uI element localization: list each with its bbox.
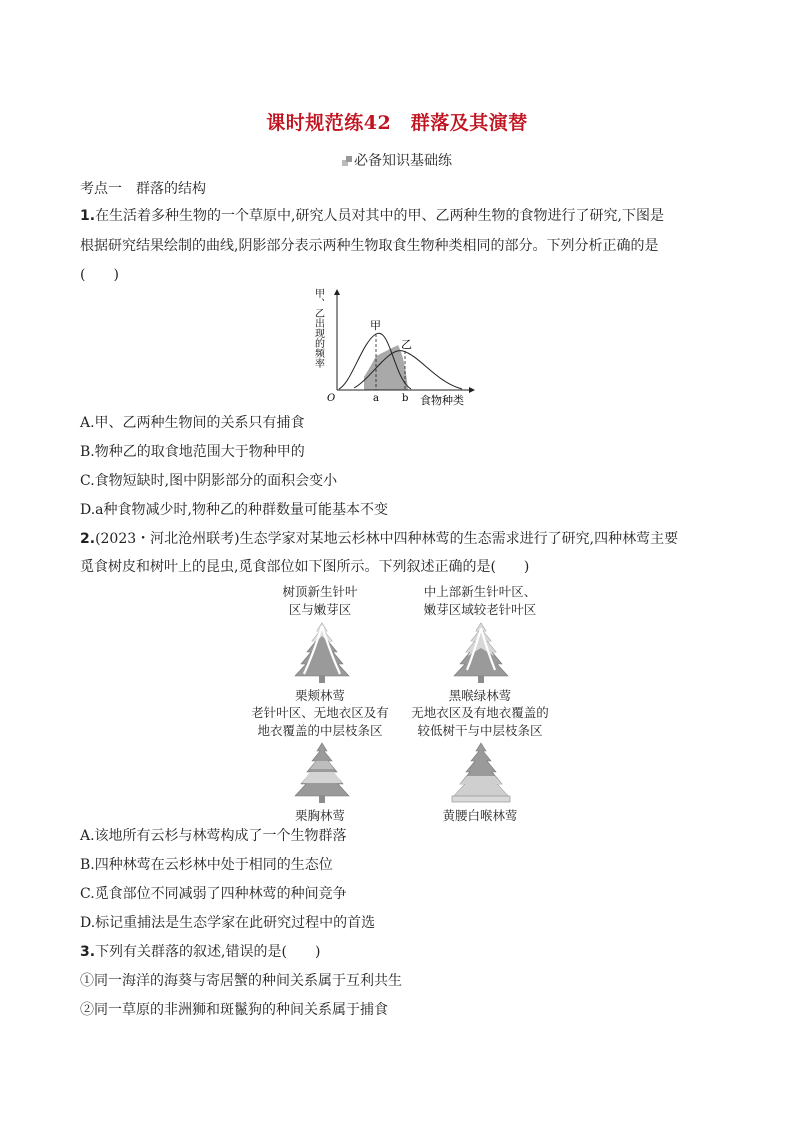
tree1-zone-label: 树顶新生针叶 区与嫩芽区 bbox=[282, 584, 358, 617]
q2-option-a: A.该地所有云杉与林莺构成了一个生物群落 bbox=[80, 828, 347, 844]
q2-option-c: C.觅食部位不同减弱了四种林莺的种间竞争 bbox=[80, 886, 347, 902]
tick-label-a: a bbox=[373, 393, 379, 404]
curve-label-yi: 乙 bbox=[401, 338, 412, 351]
tree1-spruce-diagram bbox=[290, 622, 354, 684]
tree2-bird-name: 黑喉绿林莺 bbox=[448, 688, 512, 703]
tree3-bird-name: 栗胸林莺 bbox=[294, 808, 345, 823]
q1-option-d: D.a种食物减少时,物种乙的种群数量可能基本不变 bbox=[80, 502, 388, 518]
q3-stem: 3.下列有关群落的叙述,错误的是( ) bbox=[80, 944, 321, 960]
q2-option-d: D.标记重捕法是生态学家在此研究过程中的首选 bbox=[80, 915, 376, 931]
topic-heading: 考点一 群落的结构 bbox=[80, 181, 206, 197]
q1-option-c: C.食物短缺时,图中阴影部分的面积会变小 bbox=[80, 473, 338, 489]
q1-number: 1. bbox=[80, 208, 96, 224]
x-axis-label: 食物种类 bbox=[420, 394, 464, 407]
tree4-bird-name: 黄腰白喉林莺 bbox=[442, 808, 518, 823]
q2-option-b: B.四种林莺在云杉林中处于相同的生态位 bbox=[80, 857, 333, 873]
tree4-spruce-diagram bbox=[449, 742, 513, 804]
tree3-spruce-diagram bbox=[290, 742, 354, 804]
curve-label-jia: 甲 bbox=[370, 319, 381, 332]
q3-item-2: ②同一草原的非洲狮和斑鬣狗的种间关系属于捕食 bbox=[80, 1002, 388, 1018]
tree4-zone-label: 无地衣区及有地衣覆盖的 较低树干与中层枝条区 bbox=[411, 705, 549, 738]
q1-line-2: 根据研究结果绘制的曲线,阴影部分表示两种生物取食生物种类相同的部分。下列分析正确的是 bbox=[80, 238, 659, 254]
tick-label-b: b bbox=[402, 393, 409, 404]
section-marker-icon bbox=[342, 156, 352, 166]
q2-line-2: 觅食树皮和树叶上的昆虫,觅食部位如下图所示。下列叙述正确的是( ) bbox=[80, 559, 530, 575]
q1-frequency-chart bbox=[310, 284, 480, 410]
q2-line-1: 2.(2023・河北沧州联考)生态学家对某地云杉林中四种林莺的生态需求进行了研究,四种林莺主要 bbox=[80, 531, 679, 547]
q1-option-b: B.物种乙的取食地范围大于物种甲的 bbox=[80, 444, 305, 460]
tree3-zone-label: 老针叶区、无地衣区及有 地衣覆盖的中层枝条区 bbox=[251, 705, 389, 738]
q2-number: 2. bbox=[80, 531, 96, 547]
tree2-zone-label: 中上部新生针叶区、 嫩芽区域较老针叶区 bbox=[423, 584, 537, 617]
tree2-spruce-diagram bbox=[449, 622, 513, 684]
y-axis-label: 甲、乙出现的频率 bbox=[312, 288, 324, 368]
section-heading bbox=[0, 150, 794, 170]
q1-option-a: A.甲、乙两种生物间的关系只有捕食 bbox=[80, 415, 305, 431]
origin-label: O bbox=[327, 393, 336, 404]
q1-line-3: ( ) bbox=[80, 267, 119, 283]
page-title: 课时规范练42 群落及其演替 bbox=[266, 112, 528, 134]
q3-item-1: ①同一海洋的海葵与寄居蟹的种间关系属于互利共生 bbox=[80, 973, 402, 989]
tree1-bird-name: 栗颊林莺 bbox=[294, 688, 345, 703]
q1-line-1: 1.在生活着多种生物的一个草原中,研究人员对其中的甲、乙两种生物的食物进行了研究,下图是 bbox=[80, 208, 664, 224]
overlap-shaded-area bbox=[364, 345, 408, 390]
q3-number: 3. bbox=[80, 944, 96, 960]
section-label: 必备知识基础练 bbox=[354, 153, 452, 169]
